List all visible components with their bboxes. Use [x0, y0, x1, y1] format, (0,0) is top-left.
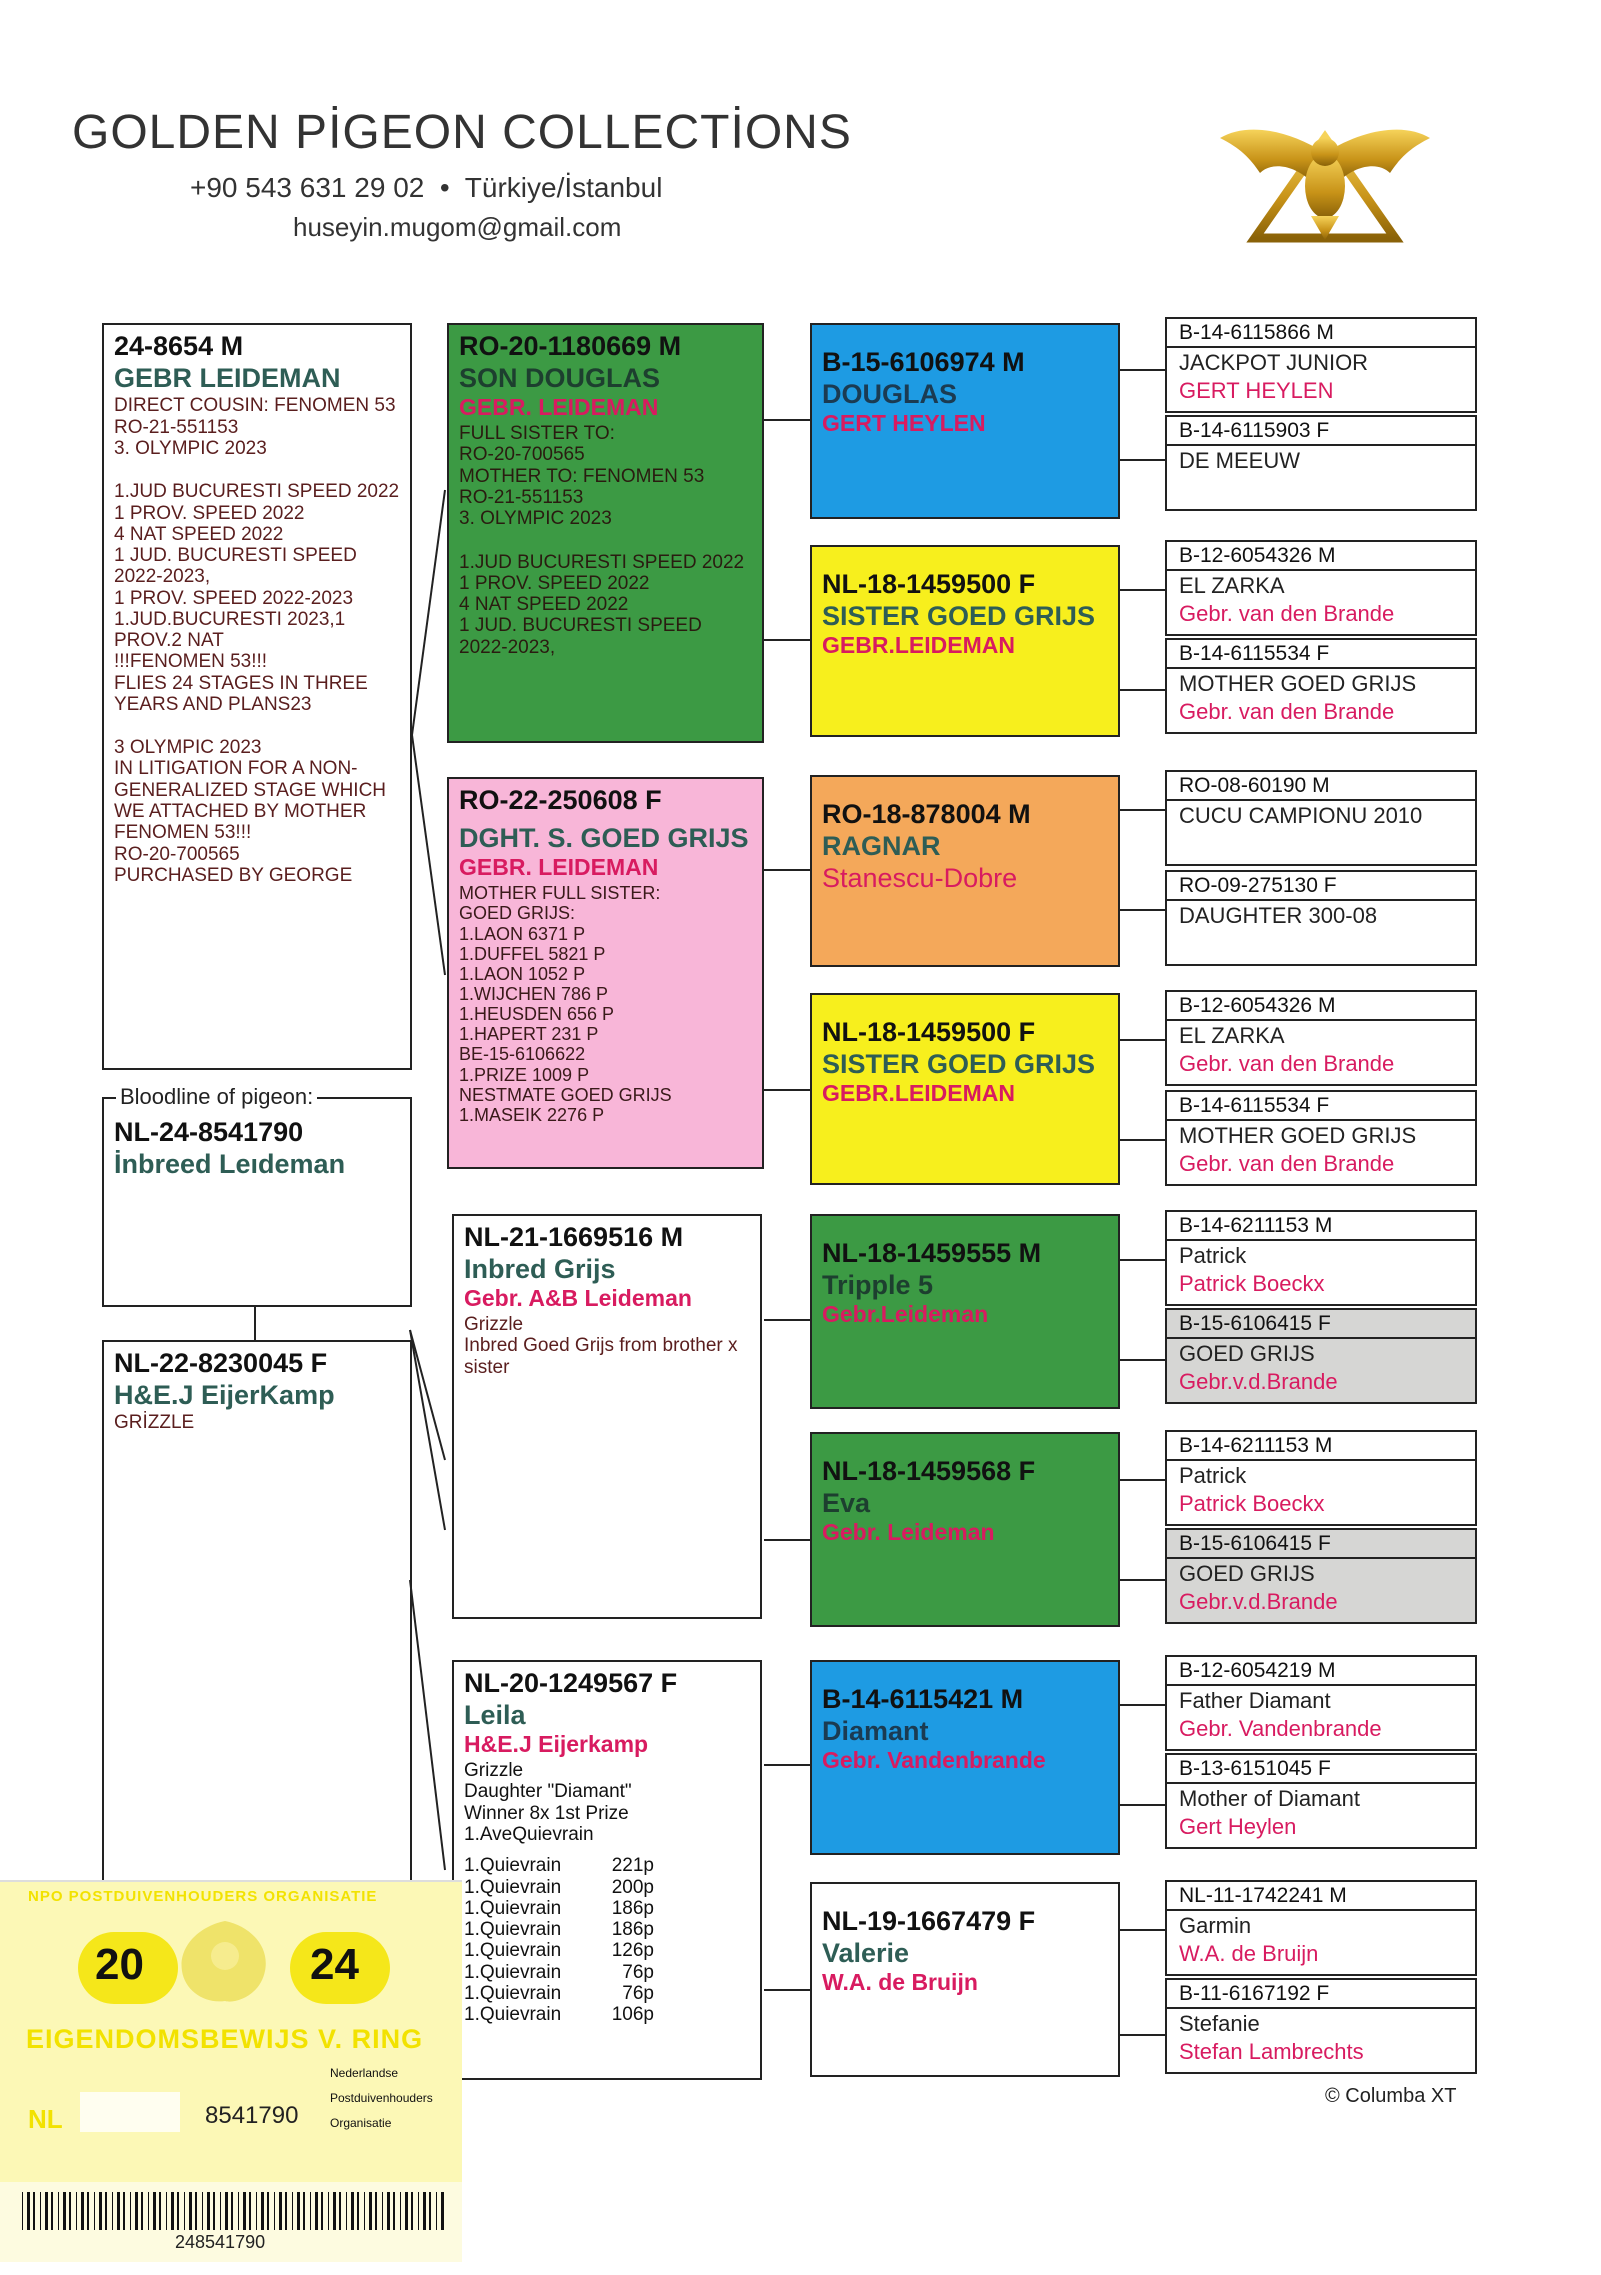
barcode-bar — [328, 2192, 329, 2230]
barcode-bar — [261, 2192, 264, 2230]
gen3-breeder: GEBR.LEIDEMAN — [822, 1080, 1015, 1107]
gen4-box-14 — [1165, 1753, 1477, 1849]
race-result-row: 1.Quievrain 200p — [464, 1876, 654, 1898]
barcode-bar — [81, 2192, 84, 2230]
location: Türkiye/İstanbul — [464, 172, 663, 203]
gen4-box-6 — [1165, 870, 1477, 966]
gen4-name: DAUGHTER 300-08 — [1179, 902, 1378, 928]
bloodline-ring: NL-24-8541790 — [114, 1117, 304, 1147]
barcode-bar — [148, 2192, 149, 2230]
gen3-box-7 — [810, 1660, 1120, 1855]
race-result-row: 1.Quievrain 186p — [464, 1919, 654, 1941]
gen4-breeder: Gebr.v.d.Brande — [1179, 1368, 1338, 1394]
gen4-breeder: Patrick Boeckx — [1179, 1270, 1325, 1296]
barcode-bar — [285, 2192, 287, 2230]
copyright: © Columba XT — [1325, 2085, 1457, 2107]
subject-note-1: DIRECT COUSIN: FENOMEN 53 RO-21-551153 3. OLYMPIC 2023 — [114, 395, 396, 459]
lion-emblem-icon — [170, 1916, 280, 2006]
barcode-bar — [279, 2192, 282, 2230]
bloodline-box — [102, 1084, 412, 1307]
gen3-name: SISTER GOED GRIJS — [822, 601, 1096, 632]
sire-dam-breeder: GEBR. LEIDEMAN — [459, 854, 659, 881]
gen3-breeder: GEBR.LEIDEMAN — [822, 632, 1015, 659]
barcode-bar — [292, 2192, 293, 2230]
barcode-bar — [27, 2192, 30, 2230]
gen4-ring: RO-08-60190 M — [1167, 774, 1475, 801]
gen3-breeder: GERT HEYLEN — [822, 410, 986, 437]
gen4-ring: RO-09-275130 F — [1167, 874, 1475, 901]
barcode-bar — [387, 2192, 390, 2230]
gen4-name: EL ZARKA — [1179, 1022, 1285, 1048]
gen4-name: JACKPOT JUNIOR — [1179, 349, 1369, 375]
barcode-bar — [63, 2192, 66, 2230]
gen4-name: Mother of Diamant — [1179, 1785, 1360, 1811]
sire-sire-ring: RO-20-1180669 M — [459, 331, 682, 361]
subject-note-3: 3 OLYMPIC 2023 IN LITIGATION FOR A NON-GENERALIZED STAGE WHICH WE ATTACHED BY MOTHER FENOMEN 53!!! RO-20-700565 PURCHASED BY GEORGE — [114, 737, 387, 886]
gen4-breeder: Stefan Lambrechts — [1179, 2038, 1364, 2064]
dam-sire-note: Grizzle Inbred Goed Grijs from brother x sister — [464, 1314, 738, 1378]
barcode-bar — [51, 2192, 53, 2230]
barcode-bar — [220, 2192, 221, 2230]
gen3-breeder: W.A. de Bruijn — [822, 1969, 978, 1996]
barcode-bar — [375, 2192, 377, 2230]
barcode-bar — [117, 2192, 120, 2230]
barcode-bar — [189, 2192, 192, 2230]
barcode-bar — [429, 2192, 431, 2230]
barcode-bar — [400, 2192, 401, 2230]
ownership-card — [0, 1880, 462, 2262]
gen4-name: CUCU CAMPIONU 2010 — [1179, 802, 1423, 828]
gen4-name: Father Diamant — [1179, 1687, 1331, 1713]
subject-note-2: 1.JUD BUCURESTI SPEED 2022 1 PROV. SPEED 2022 4 NAT SPEED 2022 1 JUD. BUCURESTI SPEED 2022-2023, 1 PROV. SPEED 2022-2023 1.JUD.BUCURESTI 2023,1 PROV.2 NAT !!!FENOMEN 53!!! FLIES 24 STAGES IN THREE YEARS AND PLANS23 — [114, 481, 400, 715]
gen4-ring: B-14-6115534 F — [1167, 642, 1475, 669]
gen4-name: GOED GRIJS — [1179, 1340, 1315, 1366]
dam-sire-ring: NL-21-1669516 M — [464, 1222, 684, 1252]
subject-pigeon-box — [102, 323, 412, 1070]
gen4-name: MOTHER GOED GRIJS — [1179, 1122, 1417, 1148]
gen3-ring: B-14-6115421 M — [822, 1684, 1024, 1714]
race-result-row: 1.Quievrain 76p — [464, 1982, 654, 2004]
barcode-bar — [105, 2192, 107, 2230]
card-title: EIGENDOMSBEWIJS V. RING — [26, 2024, 424, 2054]
race-result-row: 1.Quievrain 106p — [464, 2004, 654, 2026]
dam-ring: NL-22-8230045 F — [114, 1348, 328, 1378]
dam-color: GRİZZLE — [114, 1412, 195, 1434]
gen3-name: DOUGLAS — [822, 379, 957, 410]
barcode-bar — [40, 2192, 41, 2230]
gen3-ring: NL-18-1459500 F — [822, 1017, 1036, 1047]
barcode-bar — [69, 2192, 71, 2230]
sire-sire-note-2: 1.JUD BUCURESTI SPEED 2022 1 PROV. SPEED 2022 4 NAT SPEED 2022 1 JUD. BUCURESTI SPEED 2022-2023, — [459, 551, 745, 658]
barcode-bar — [177, 2192, 179, 2230]
barcode-bar — [94, 2192, 95, 2230]
gen4-breeder: GERT HEYLEN — [1179, 377, 1334, 403]
dam-sire-box — [452, 1214, 762, 1619]
gen4-name: MOTHER GOED GRIJS — [1179, 670, 1417, 696]
race-result-row: 1.Quievrain 221p — [464, 1855, 654, 1877]
barcode-bar — [225, 2192, 228, 2230]
barcode-bar — [351, 2192, 354, 2230]
gen3-breeder: Gebr. Leideman — [822, 1519, 995, 1546]
gen4-breeder: Gebr. van den Brande — [1179, 600, 1395, 626]
gen4-name: Garmin — [1179, 1912, 1252, 1938]
phone-number: +90 543 631 29 02 — [190, 172, 425, 203]
barcode-bar — [321, 2192, 323, 2230]
gen4-ring: B-14-6115903 F — [1167, 419, 1475, 446]
subject-name: GEBR LEIDEMAN — [114, 363, 341, 394]
barcode-bar — [243, 2192, 246, 2230]
dam-dam-name: Leila — [464, 1700, 526, 1731]
barcode-bar — [315, 2192, 318, 2230]
gen4-ring: B-14-6115866 M — [1167, 321, 1475, 348]
race-results-list — [464, 1855, 750, 2025]
bloodline-label: Bloodline of pigeon: — [116, 1085, 317, 1110]
gen4-box-13 — [1165, 1655, 1477, 1751]
gen4-box-9 — [1165, 1210, 1477, 1306]
gen4-ring: B-12-6054326 M — [1167, 994, 1475, 1021]
bloodline-name: İnbreed Leıdeman — [114, 1149, 346, 1180]
gen4-box-7 — [1165, 990, 1477, 1086]
barcode-bar — [423, 2192, 426, 2230]
barcode-bar — [112, 2192, 113, 2230]
gen3-breeder: Gebr.Leideman — [822, 1301, 989, 1328]
barcode-bar — [267, 2192, 269, 2230]
gen4-box-5 — [1165, 770, 1477, 866]
barcode-bar — [76, 2192, 77, 2230]
gen4-breeder: W.A. de Bruijn — [1179, 1940, 1319, 1966]
gen4-box-8 — [1165, 1090, 1477, 1186]
gen3-ring: NL-18-1459500 F — [822, 569, 1036, 599]
sire-dam-ring: RO-22-250608 F — [459, 785, 662, 815]
card-org-lines — [330, 2067, 433, 2131]
gen3-box-1 — [810, 323, 1120, 519]
barcode-bar — [202, 2192, 203, 2230]
gen4-ring: B-14-6211153 M — [1167, 1434, 1475, 1461]
gen3-box-2 — [810, 545, 1120, 737]
card-org-line: Postduivenhouders — [330, 2091, 433, 2106]
barcode-bar — [135, 2192, 138, 2230]
gen4-breeder: Gebr.v.d.Brande — [1179, 1588, 1338, 1614]
gen3-name: SISTER GOED GRIJS — [822, 1049, 1096, 1080]
subject-ring: 24-8654 M — [114, 331, 244, 361]
gen4-ring: B-14-6211153 M — [1167, 1214, 1475, 1241]
sire-sire-box — [447, 323, 764, 743]
barcode-bar — [207, 2192, 210, 2230]
barcode-bar — [22, 2192, 23, 2230]
gen4-box-12 — [1165, 1528, 1477, 1624]
gen4-ring: NL-11-1742241 M — [1167, 1884, 1475, 1911]
dam-dam-breeder: H&E.J Eijerkamp — [464, 1731, 649, 1758]
gen4-name: GOED GRIJS — [1179, 1560, 1315, 1586]
barcode-bar — [333, 2192, 336, 2230]
barcode-bar — [256, 2192, 257, 2230]
gen4-name: Stefanie — [1179, 2010, 1260, 2036]
gen4-breeder: Gebr. Vandenbrande — [1179, 1715, 1382, 1741]
gen3-ring: NL-19-1667479 F — [822, 1906, 1036, 1936]
barcode-bar — [364, 2192, 365, 2230]
gen3-name: Valerie — [822, 1938, 910, 1969]
barcode-bar — [441, 2192, 444, 2230]
dam-dam-ring: NL-20-1249567 F — [464, 1668, 678, 1698]
card-org-top: NPO POSTDUIVENHOUDERS ORGANISATIE — [28, 1888, 378, 1905]
gen4-ring: B-15-6106415 F — [1167, 1312, 1475, 1339]
barcode-bar — [58, 2192, 59, 2230]
gen4-ring: B-15-6106415 F — [1167, 1532, 1475, 1559]
gen3-name: Eva — [822, 1488, 871, 1519]
gen4-box-10 — [1165, 1308, 1477, 1404]
sire-sire-note-1: FULL SISTER TO: RO-20-700565 MOTHER TO: FENOMEN 53 RO-21-551153 3. OLYMPIC 2023 — [459, 423, 705, 530]
barcode-bar — [231, 2192, 233, 2230]
barcode-bar — [184, 2192, 185, 2230]
barcode-bar — [357, 2192, 359, 2230]
card-redaction — [80, 2092, 180, 2132]
dam-box — [102, 1340, 412, 1900]
email: huseyin.mugom@gmail.com — [293, 212, 622, 242]
barcode-bar — [130, 2192, 131, 2230]
gen3-box-5 — [810, 1214, 1120, 1409]
barcode-bar — [274, 2192, 275, 2230]
gen3-ring: B-15-6106974 M — [822, 347, 1025, 377]
sire-dam-name: DGHT. S. GOED GRIJS — [459, 823, 749, 854]
card-barcode-number: 248541790 — [175, 2232, 266, 2252]
gen4-box-4 — [1165, 638, 1477, 734]
barcode-bar — [303, 2192, 305, 2230]
gen3-box-6 — [810, 1432, 1120, 1627]
dam-name: H&E.J EijerKamp — [114, 1380, 335, 1411]
barcode-bar — [310, 2192, 311, 2230]
dam-sire-name: Inbred Grijs — [464, 1254, 616, 1285]
barcode-bar — [418, 2192, 419, 2230]
gen4-name: Patrick — [1179, 1242, 1247, 1268]
gen3-box-8 — [810, 1882, 1120, 2077]
sire-sire-breeder: GEBR. LEIDEMAN — [459, 394, 659, 421]
barcode-bar — [436, 2192, 437, 2230]
barcode-bar — [171, 2192, 174, 2230]
card-org-line: Organisatie — [330, 2116, 392, 2131]
gen4-ring: B-13-6151045 F — [1167, 1757, 1475, 1784]
dam-dam-box — [452, 1660, 762, 2080]
gen4-box-15 — [1165, 1880, 1477, 1976]
barcode-bar — [411, 2192, 413, 2230]
gen3-name: RAGNAR — [822, 831, 941, 862]
barcode-bar — [166, 2192, 167, 2230]
bullet-separator: • — [432, 172, 458, 203]
dam-sire-breeder: Gebr. A&B Leideman — [464, 1285, 692, 1312]
barcode-bar — [45, 2192, 48, 2230]
sire-sire-name: SON DOUGLAS — [459, 363, 661, 394]
barcode-bar — [213, 2192, 215, 2230]
gen3-box-3 — [810, 775, 1120, 967]
gen3-ring: NL-18-1459555 M — [822, 1238, 1042, 1268]
race-result-row: 1.Quievrain 186p — [464, 1897, 654, 1919]
gen3-breeder: Stanescu-Dobre — [822, 863, 1018, 894]
page-title: GOLDEN PİGEON COLLECTİONS — [72, 106, 852, 159]
gen3-ring: NL-18-1459568 F — [822, 1456, 1036, 1486]
barcode-bar — [369, 2192, 372, 2230]
sire-dam-box — [447, 777, 764, 1169]
gen4-name: DE MEEUW — [1179, 447, 1300, 473]
gen4-ring: B-12-6054326 M — [1167, 544, 1475, 571]
gen4-breeder: Gebr. van den Brande — [1179, 698, 1395, 724]
barcode-bar — [153, 2192, 156, 2230]
barcode-bar — [141, 2192, 143, 2230]
sire-dam-note: MOTHER FULL SISTER: GOED GRIJS: 1.LAON 6371 P 1.DUFFEL 5821 P 1.LAON 1052 P 1.WIJCHEN 786 P 1.HEUSDEN 656 P 1.HAPERT 231 P BE-15-6106622 1.PRIZE 1009 P NESTMATE GOED GRIJS 1.MASEIK 2276 P — [459, 883, 672, 1125]
gen4-box-11 — [1165, 1430, 1477, 1526]
barcode-bar — [159, 2192, 161, 2230]
gen4-ring: B-14-6115534 F — [1167, 1094, 1475, 1121]
gen4-box-3 — [1165, 540, 1477, 636]
barcode-bar — [238, 2192, 239, 2230]
card-org-line: Nederlandse — [330, 2066, 399, 2080]
barcode-bar — [249, 2192, 251, 2230]
gen4-ring: B-12-6054219 M — [1167, 1659, 1475, 1686]
barcode-bar — [123, 2192, 125, 2230]
gen4-breeder: Gebr. van den Brande — [1179, 1150, 1395, 1176]
barcode-bar — [339, 2192, 341, 2230]
gen4-box-16 — [1165, 1978, 1477, 2074]
gen4-breeder: Patrick Boeckx — [1179, 1490, 1325, 1516]
gen4-box-2 — [1165, 415, 1477, 511]
gen3-box-4 — [810, 993, 1120, 1185]
race-result-row: 1.Quievrain 126p — [464, 1940, 654, 1962]
gen4-name: EL ZARKA — [1179, 572, 1285, 598]
gen4-box-1 — [1165, 317, 1477, 413]
card-year-left: 20 — [95, 1940, 144, 1989]
barcode-bar — [346, 2192, 347, 2230]
gen3-name: Diamant — [822, 1716, 929, 1747]
barcode-bar — [382, 2192, 383, 2230]
barcode-bar — [393, 2192, 395, 2230]
gen4-breeder: Gebr. van den Brande — [1179, 1050, 1395, 1076]
gen4-name: Patrick — [1179, 1462, 1247, 1488]
card-ring-number: 8541790 — [205, 2102, 299, 2129]
barcode-bar — [33, 2192, 35, 2230]
barcode-bar — [297, 2192, 300, 2230]
gen3-breeder: Gebr. Vandenbrande — [822, 1747, 1046, 1774]
race-result-row: 1.Quievrain 76p — [464, 1961, 654, 1983]
barcode-bar — [195, 2192, 197, 2230]
card-year-right: 24 — [310, 1940, 359, 1989]
barcode — [22, 2192, 452, 2230]
gen4-ring: B-11-6167192 F — [1167, 1982, 1475, 2009]
barcode-bar — [87, 2192, 89, 2230]
barcode-bar — [99, 2192, 102, 2230]
gen4-breeder: Gert Heylen — [1179, 1813, 1297, 1839]
barcode-bar — [405, 2192, 408, 2230]
card-ring-prefix: NL — [28, 2104, 63, 2134]
gen3-name: Tripple 5 — [822, 1270, 934, 1301]
gen3-ring: RO-18-878004 M — [822, 799, 1031, 829]
dam-dam-note: Grizzle Daughter "Diamant" Winner 8x 1st Prize 1.AveQuievrain — [464, 1760, 632, 1846]
